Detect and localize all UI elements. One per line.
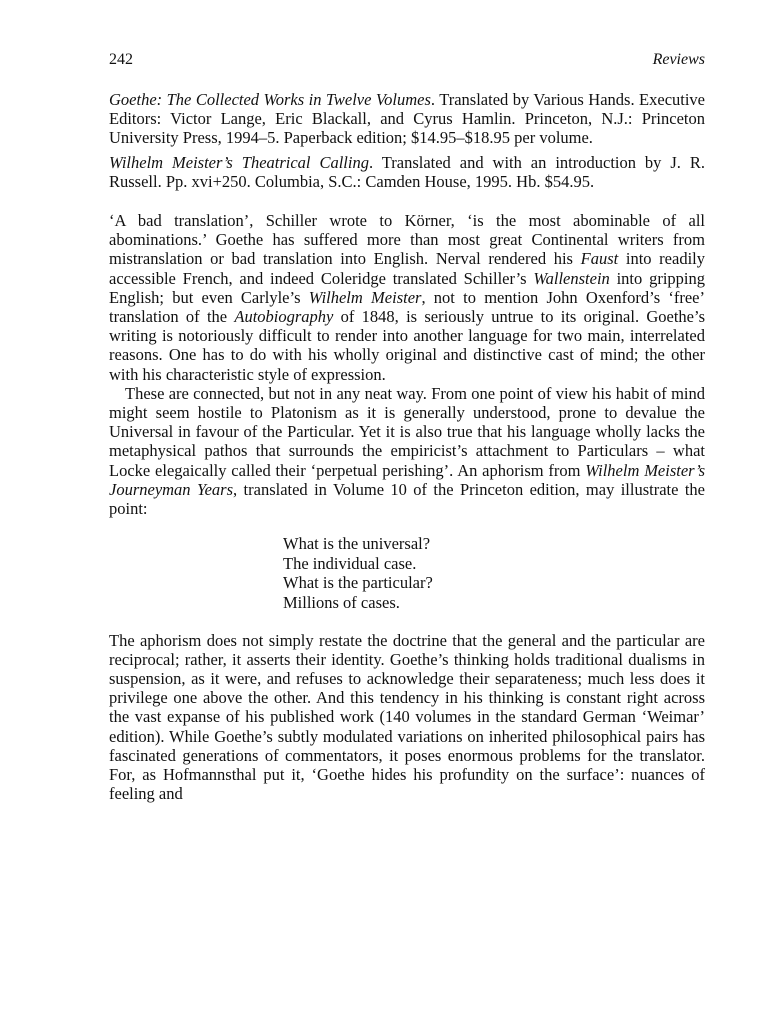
section-title: Reviews	[652, 51, 705, 68]
italic-title: Wallenstein	[533, 268, 610, 288]
italic-title: Wilhelm Meister’s Journeyman Years	[109, 460, 705, 499]
book-details-1: . Translated by Various Hands. Executive Editors: Victor Lange, Eric Blackall, and Cyrus Hamlin. Princeton, N.J.: Princeton University Press, 1994–5. Paperback edition; $14.95–$18.95 per volume.	[109, 90, 706, 148]
paragraph-2	[109, 384, 705, 518]
page-number: 242	[109, 51, 133, 68]
book-citation-1	[109, 90, 705, 148]
text-run: These are connected, but not in any neat way. From one point of view his habit of mind might seem hostile to Platonism as it is generally understood, prone to devalue the Universal in favour of the Particular. Yet it is also true that his language wholly lacks the metaphysical pathos that surrounds the empiricist’s attachment to Particulars – what Locke elegaically called their ‘perpetual perishing’. An aphorism from	[109, 383, 705, 480]
text-run: , translated in Volume 10 of the Princeton edition, may illustrate the point:	[109, 479, 705, 519]
italic-title: Autobiography	[234, 307, 334, 327]
text-run: into gripping English; but even Carlyle’s	[109, 268, 705, 307]
italic-title: Wilhelm Meister	[308, 287, 422, 307]
paragraph-3: The aphorism does not simply restate the doctrine that the general and the particular are reciprocal; rather, it asserts their identity. Goethe’s thinking holds traditional dualisms in suspension, as it were, and refuses to acknowledge their separateness; much less does it privilege one above the other. And this tendency in his thinking is constant right across the vast expanse of his published work (140 volumes in the standard German ‘Weimar’ edition). While Goethe’s subtly modulated variations on inherited philosophical pairs has fascinated generations of commentators, it poses enormous problems for the translator. For, as Hofmannsthal put it, ‘Goethe hides his profundity on the surface’: nuances of feeling and	[109, 630, 705, 804]
italic-title: Faust	[580, 249, 619, 269]
paragraph-1	[109, 211, 705, 384]
text-run: ‘A bad translation’, Schiller wrote to Körner, ‘is the most abominable of all abominations.’ Goethe has suffered more than most great Continental writers from mistranslation or bad translation into English. Nerval rendered his	[109, 211, 705, 269]
review-body	[109, 211, 705, 803]
aphorism-verse	[283, 534, 705, 612]
document-page	[109, 50, 705, 803]
text-run: into readily accessible French, and indeed Coleridge translated Schiller’s	[109, 249, 705, 288]
book-citation-2	[109, 153, 705, 191]
book-details-2: . Translated and with an introduction by J. R. Russell. Pp. xvi+250. Columbia, S.C.: Camden House, 1995. Hb. $54.95.	[109, 152, 705, 191]
verse-line: What is the particular?	[283, 573, 433, 593]
verse-line: The individual case.	[283, 553, 417, 573]
book-title-2: Wilhelm Meister’s Theatrical Calling	[109, 152, 369, 172]
verse-line: Millions of cases.	[283, 593, 400, 613]
text-run: of 1848, is seriously untrue to its original. Goethe’s writing is notoriously difficult to render into another language for two main, interrelated reasons. One has to do with his wholly original and distinctive cast of mind; the other with his characteristic style of expression.	[109, 307, 705, 384]
verse-line: What is the universal?	[283, 534, 431, 554]
text-run: , not to mention John Oxenford’s ‘free’ translation of the	[109, 287, 705, 327]
running-head	[109, 50, 705, 70]
book-title-1: Goethe: The Collected Works in Twelve Volumes	[109, 90, 431, 109]
